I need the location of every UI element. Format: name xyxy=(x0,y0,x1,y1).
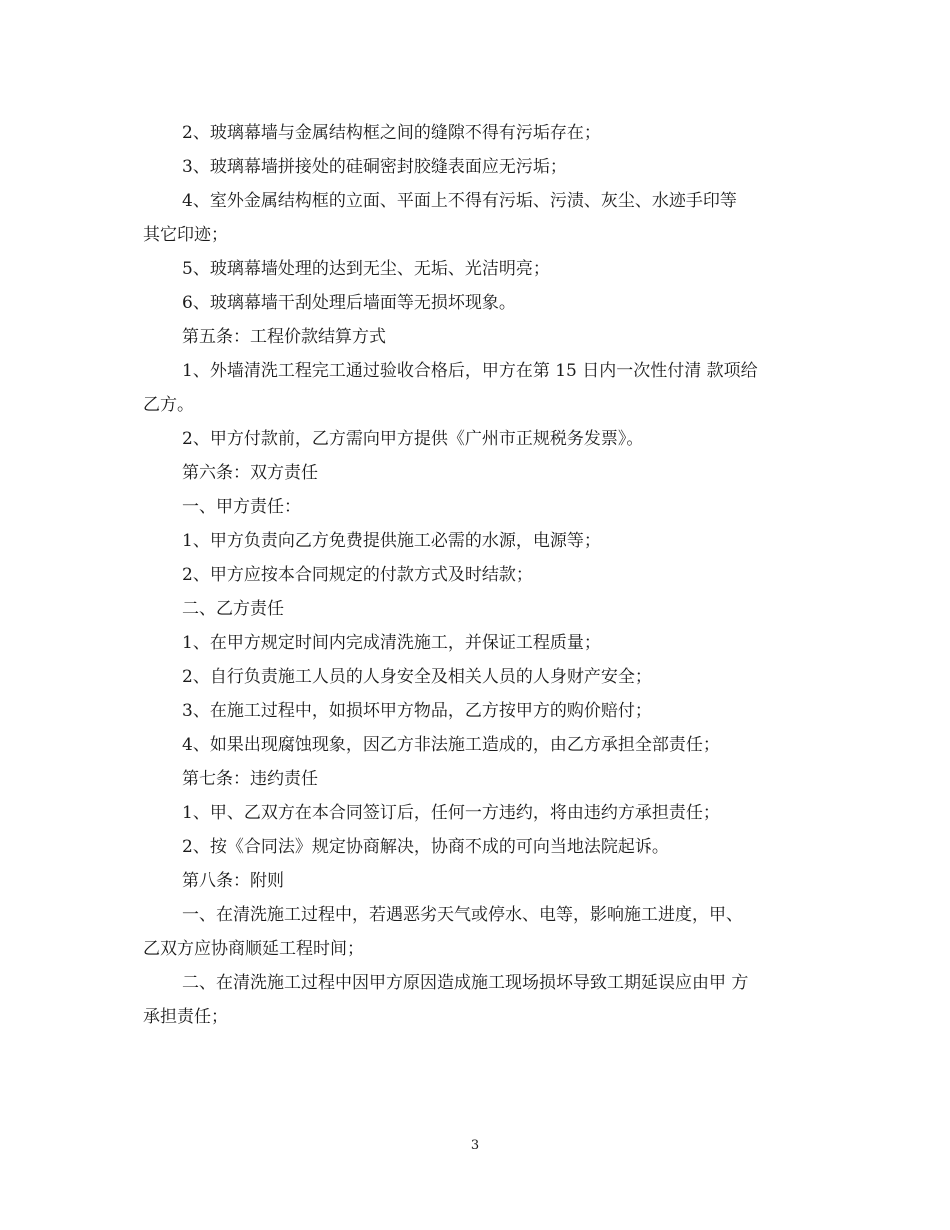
section-heading: 第六条：双方责任 xyxy=(182,463,318,483)
paragraph-line: 3、玻璃幕墙拼接处的硅硐密封胶缝表面应无污垢； xyxy=(182,157,567,177)
paragraph-line: 2、按《合同法》规定协商解决，协商不成的可向当地法院起诉。 xyxy=(182,837,669,857)
paragraph-line: 2、甲方应按本合同规定的付款方式及时结款； xyxy=(182,565,533,585)
paragraph-line: 承担责任； xyxy=(143,1007,228,1027)
paragraph-line: 2、甲方付款前，乙方需向甲方提供《广州市正规税务发票》。 xyxy=(182,429,644,449)
section-heading: 第五条：工程价款结算方式 xyxy=(182,327,386,347)
paragraph-line: 一、在清洗施工过程中，若遇恶劣天气或停水、电等，影响施工进度，甲、 xyxy=(182,905,743,925)
paragraph-line: 5、玻璃幕墙处理的达到无尘、无垢、光洁明亮； xyxy=(182,259,550,279)
paragraph-line: 1、外墙清洗工程完工通过验收合格后，甲方在第 15 日内一次性付清 款项给 xyxy=(182,361,758,381)
paragraph-line: 4、室外金属结构框的立面、平面上不得有污垢、污渍、灰尘、水迹手印等 xyxy=(182,191,737,211)
paragraph-line: 4、如果出现腐蚀现象，因乙方非法施工造成的，由乙方承担全部责任； xyxy=(182,735,720,755)
paragraph-line: 二、在清洗施工过程中因甲方原因造成施工现场损坏导致工期延误应由甲 方 xyxy=(182,973,749,993)
section-heading: 第八条：附则 xyxy=(182,871,284,891)
paragraph-line: 乙方。 xyxy=(143,395,194,415)
subsection-heading: 二、乙方责任 xyxy=(182,599,284,619)
paragraph-line: 6、玻璃幕墙干刮处理后墙面等无损坏现象。 xyxy=(182,293,516,313)
paragraph-line: 2、玻璃幕墙与金属结构框之间的缝隙不得有污垢存在； xyxy=(182,123,601,143)
paragraph-line: 其它印迹； xyxy=(143,225,228,245)
paragraph-line: 1、甲、乙双方在本合同签订后，任何一方违约，将由违约方承担责任； xyxy=(182,803,720,823)
paragraph-line: 3、在施工过程中，如损坏甲方物品，乙方按甲方的购价赔付； xyxy=(182,701,652,721)
subsection-heading: 一、甲方责任： xyxy=(182,497,301,517)
section-heading: 第七条：违约责任 xyxy=(182,769,318,789)
paragraph-line: 1、在甲方规定时间内完成清洗施工，并保证工程质量； xyxy=(182,633,601,653)
paragraph-line: 2、自行负责施工人员的人身安全及相关人员的人身财产安全； xyxy=(182,667,652,687)
paragraph-line: 乙双方应协商顺延工程时间； xyxy=(143,939,364,959)
document-body xyxy=(143,116,813,1034)
paragraph-line: 1、甲方负责向乙方免费提供施工必需的水源，电源等； xyxy=(182,531,601,551)
page-number: 3 xyxy=(470,1138,480,1153)
